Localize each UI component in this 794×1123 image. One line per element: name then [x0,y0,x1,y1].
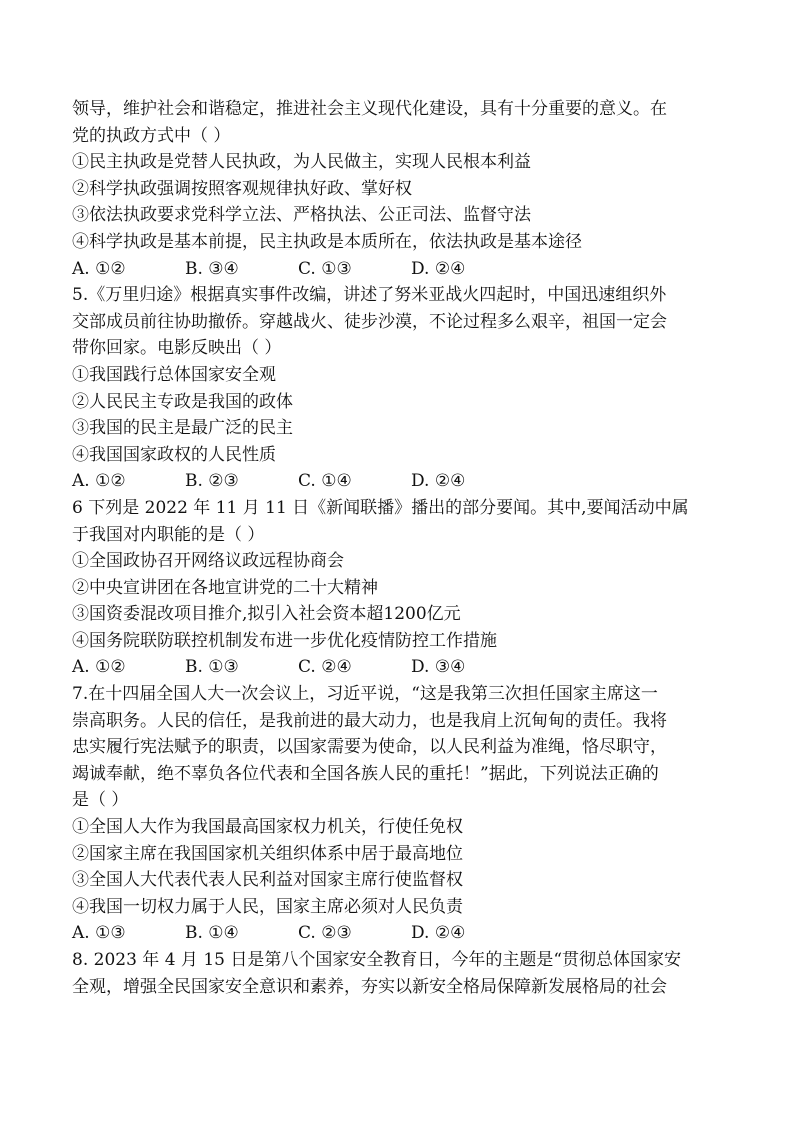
statement-4: ④科学执政是基本前提，民主执政是本质所在，依法执政是基本途径 [72,231,582,252]
text-line: 全观，增强全民国家安全意识和素养，夯实以新安全格局保障新发展格局的社会 [72,976,667,997]
statement-1: ①全国政协召开网络议政远程协商会 [72,551,344,572]
question-7-options [72,920,728,947]
option-c: C. ②④ [298,657,352,678]
statement-1: ①我国践行总体国家安全观 [72,364,276,385]
option-b: B. ②③ [185,471,239,492]
option-a: A. ①② [72,657,126,678]
text-line: 竭诚奉献，绝不辜负各位代表和全国各族人民的重托！”据此，下列说法正确的 [72,763,659,784]
option-a: A. ①③ [72,923,126,944]
statement-4: ④我国一切权力属于人民，国家主席必须对人民负责 [72,896,463,917]
option-d: D. ②④ [411,471,466,492]
statement-3: ③依法执政要求党科学立法、严格执法、公正司法、监督守法 [72,205,531,226]
exam-page [72,96,728,1000]
text-line: 于我国对内职能的是（ ） [72,524,265,545]
option-a: A. ①② [72,258,126,279]
question-4-stem: 党的执政方式中（ ） [72,125,231,146]
statement-3: ③国资委混改项目推介,拟引入社会资本超1200亿元 [72,604,461,625]
option-b: B. ①③ [185,657,239,678]
question-6-stem: 6 下列是 2022 年 11 月 11 日《新闻联播》播出的部分要闻。其中,要闻活动中属 [72,497,689,518]
option-c: C. ①③ [298,258,352,279]
statement-1: ①全国人大作为我国最高国家权力机关，行使任免权 [72,817,463,838]
question-5-options [72,468,728,495]
option-b: B. ①④ [185,923,239,944]
statement-2: ②国家主席在我国国家机关组织体系中居于最高地位 [72,843,463,864]
text-line: 是（ ） [72,790,129,811]
statement-4: ④国务院联防联控机制发布进一步优化疫情防控工作措施 [72,630,497,651]
text-line: 领导，维护社会和谐稳定，推进社会主义现代化建设，具有十分重要的意义。在 [72,99,667,119]
option-d: D. ②④ [411,258,466,279]
text-line: 带你回家。电影反映出（ ） [72,338,282,359]
question-8-stem: 8. 2023 年 4 月 15 日是第八个国家安全教育日，今年的主题是“贯彻总体国家安 [72,950,682,970]
option-c: C. ②③ [298,923,352,944]
option-d: D. ③④ [411,657,466,678]
text-line: 忠实履行宪法赋予的职责，以国家需要为使命，以人民利益为准绳，恪尽职守， [72,737,667,758]
statement-3: ③全国人大代表代表人民利益对国家主席行使监督权 [72,870,463,891]
option-b: B. ③④ [185,258,239,279]
statement-4: ④我国国家政权的人民性质 [72,444,276,465]
statement-2: ②科学执政强调按照客观规律执好政、掌好权 [72,178,412,199]
statement-1: ①民主执政是党替人民执政，为人民做主，实现人民根本利益 [72,152,531,173]
statement-2: ②中央宣讲团在各地宣讲党的二十大精神 [72,577,378,598]
question-5-stem: 5.《万里归途》根据真实事件改编，讲述了努米亚战火四起时，中国迅速组织外 [72,285,667,306]
text-line: 崇高职务。人民的信任，是我前进的最大动力，也是我肩上沉甸甸的责任。我将 [72,710,667,731]
question-7-stem: 7.在十四届全国人大一次会议上，习近平说，“这是我第三次担任国家主席这一 [72,684,658,705]
question-6-options [72,654,728,681]
option-a: A. ①② [72,471,126,492]
option-d: D. ②④ [411,923,466,944]
statement-3: ③我国的民主是最广泛的民主 [72,418,293,439]
option-c: C. ①④ [298,471,352,492]
statement-2: ②人民民主专政是我国的政体 [72,391,293,412]
question-4-options [72,256,728,283]
text-line: 交部成员前往协助撤侨。穿越战火、徒步沙漠，不论过程多么艰辛，祖国一定会 [72,311,667,332]
